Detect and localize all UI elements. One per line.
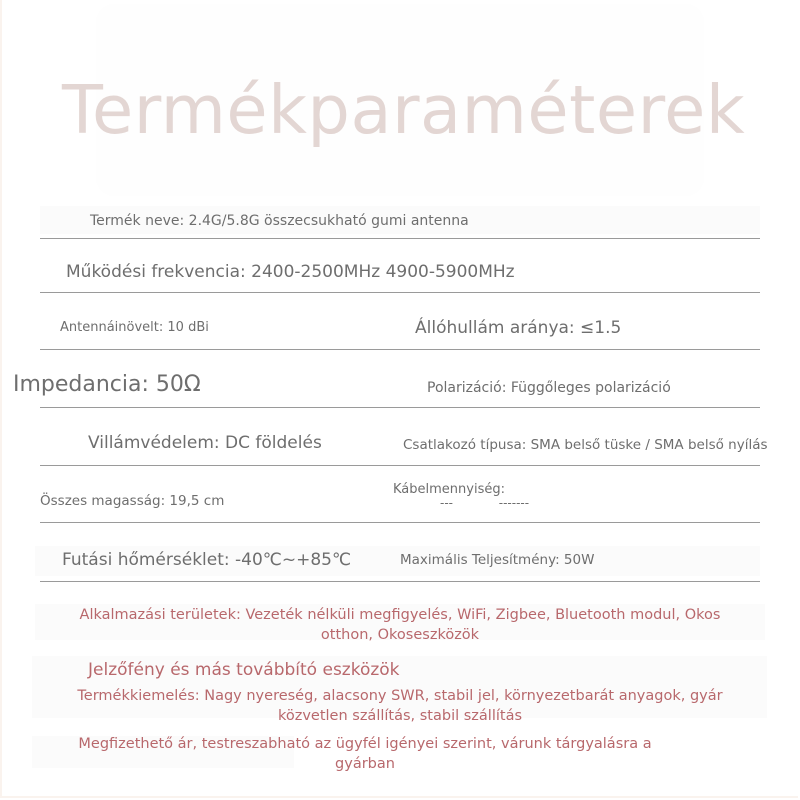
note-applications: Alkalmazási területek: Vezeték nélküli megfigyelés, WiFi, Zigbee, Bluetooth modul, Okos otthon, Okoseszközök [79, 607, 721, 643]
note-highlights: Termékkiemelés: Nagy nyereség, alacsony SWR, stabil jel, környezetbarát anyagok, gyár közvetlen szállítás, stabil szállítás [77, 688, 723, 724]
note-pricing: Megfizethető ár, testreszabható az ügyfél igényei szerint, várunk tárgyalásra a gyárban [78, 736, 652, 772]
spec-vswr: Állóhullám aránya: ≤1.5 [415, 318, 622, 338]
spec-connector: Csatlakozó típusa: SMA belső tüske / SMA belső nyílás [403, 437, 768, 453]
spec-cable-label: Kábelmennyiség: [393, 482, 505, 497]
spec-lightning-protection: Villámvédelem: DC földelés [88, 433, 322, 453]
divider [40, 581, 760, 582]
spec-frequency: Működési frekvencia: 2400-2500MHz 4900-5900MHz [66, 262, 515, 282]
divider [40, 522, 760, 523]
page-title: Termékparaméterek [62, 71, 746, 149]
spec-product-name: Termék neve: 2.4G/5.8G összecsukható gumi antenna [90, 213, 469, 229]
divider [40, 292, 760, 293]
spec-operating-temperature: Futási hőmérséklet: -40℃~+85℃ [62, 550, 352, 570]
note-signal-devices: Jelzőfény és más továbbító eszközök [88, 660, 400, 680]
divider [40, 465, 760, 466]
divider [40, 407, 760, 408]
spec-max-power: Maximális Teljesítmény: 50W [400, 552, 595, 568]
spec-cable-value: --- ------- [440, 496, 530, 510]
spec-impedance: Impedancia: 50Ω [13, 372, 201, 397]
divider [40, 349, 760, 350]
divider [40, 238, 760, 239]
spec-gain: Antennáinövelt: 10 dBi [60, 320, 209, 335]
spec-polarization: Polarizáció: Függőleges polarizáció [427, 380, 671, 396]
spec-total-height: Összes magasság: 19,5 cm [40, 493, 225, 509]
